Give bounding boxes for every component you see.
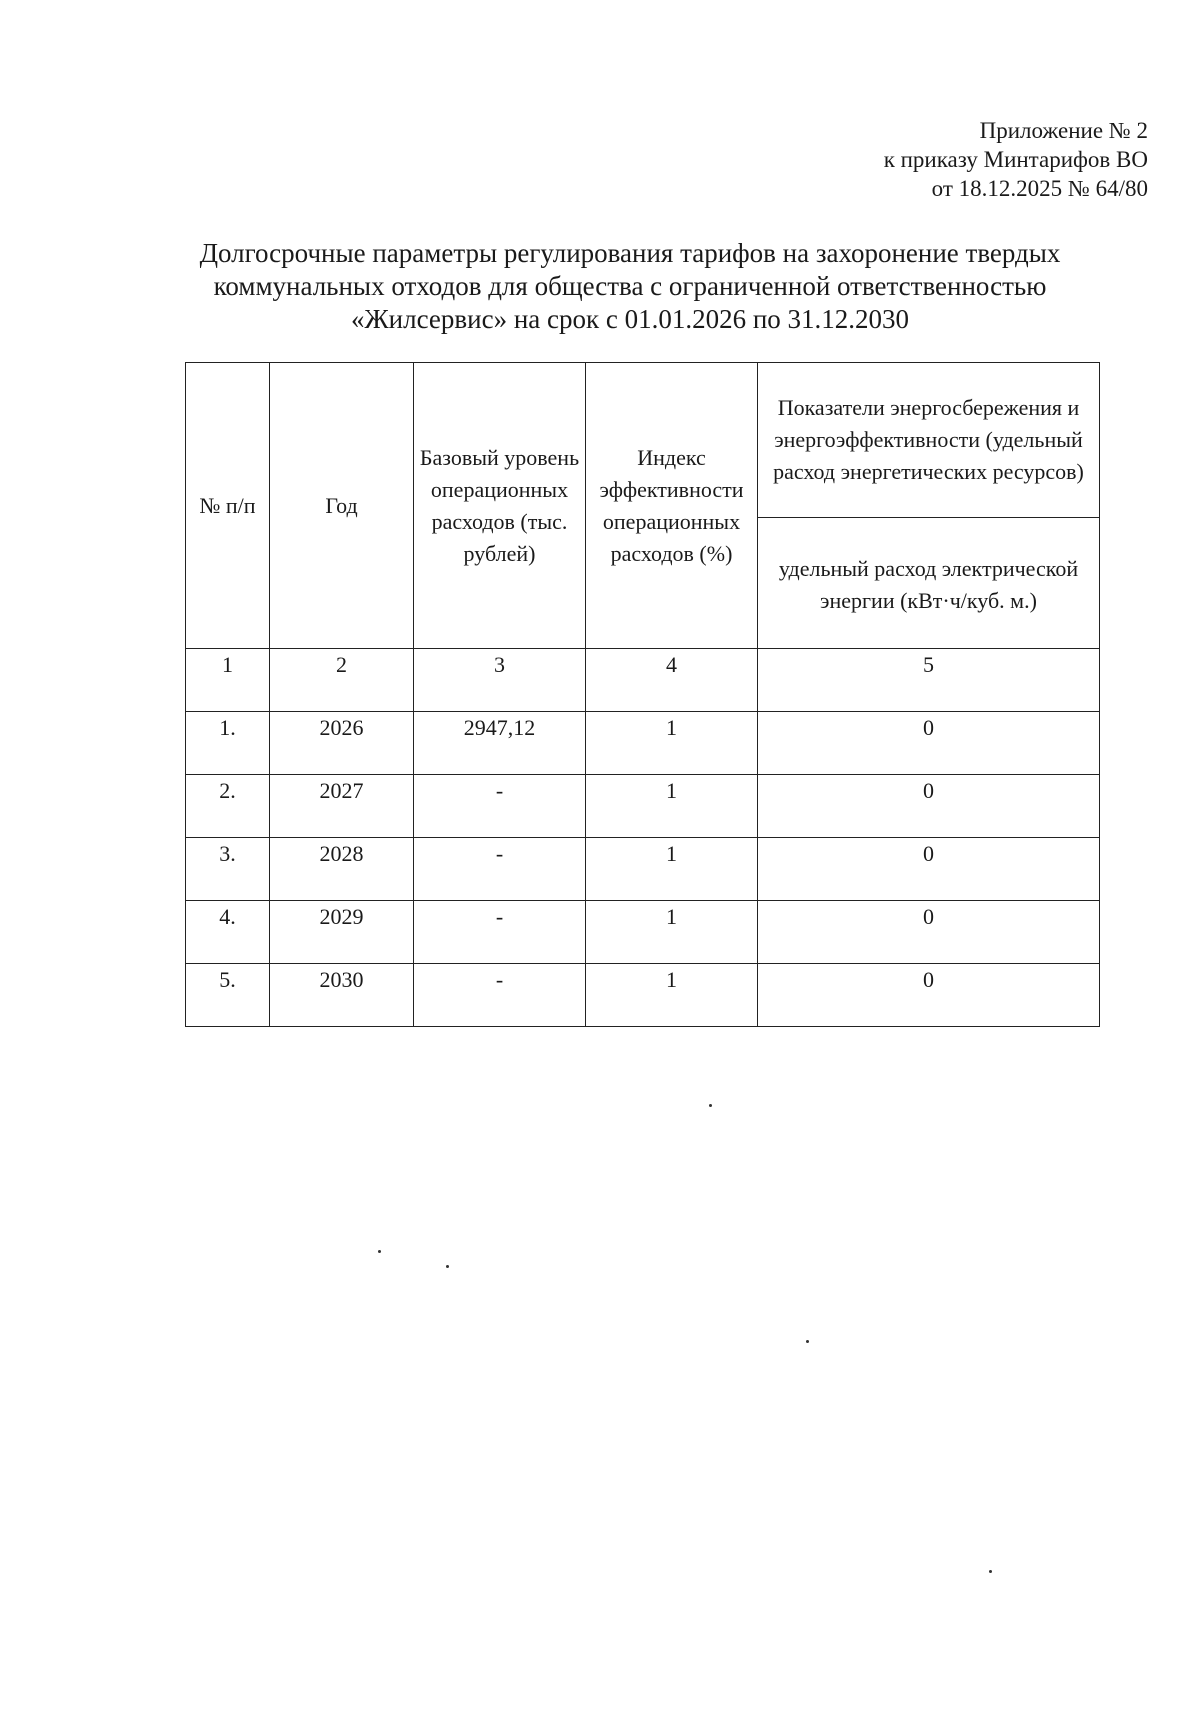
column-number: 4: [586, 649, 758, 712]
row-num: 4.: [186, 901, 270, 964]
row-base-level: 2947,12: [414, 712, 586, 775]
header-num: № п/п: [186, 363, 270, 649]
row-base-level: -: [414, 775, 586, 838]
column-number: 5: [758, 649, 1100, 712]
row-num: 3.: [186, 838, 270, 901]
document-title: [160, 237, 1100, 336]
column-number: 1: [186, 649, 270, 712]
row-base-level: -: [414, 901, 586, 964]
row-base-level: -: [414, 838, 586, 901]
row-year: 2030: [270, 964, 414, 1027]
table-row: [186, 838, 1100, 901]
title-line-3: «Жилсервис» на срок с 01.01.2026 по 31.12.2030: [350, 304, 910, 334]
row-efficiency-index: 1: [586, 901, 758, 964]
header-energy-sub: удельный расход электрической энергии (кВт·ч/куб. м.): [758, 518, 1100, 649]
title-line-2: коммунальных отходов для общества с ограниченной ответственностью: [213, 271, 1047, 301]
row-energy: 0: [758, 964, 1100, 1027]
parameters-table: [185, 362, 1100, 1027]
row-efficiency-index: 1: [586, 775, 758, 838]
row-base-level: -: [414, 964, 586, 1027]
header-energy-group: Показатели энергосбережения и энергоэффективности (удельный расход энергетических ресурсов): [758, 363, 1100, 518]
row-num: 5.: [186, 964, 270, 1027]
scan-speck: [989, 1570, 992, 1573]
row-year: 2029: [270, 901, 414, 964]
column-number: 2: [270, 649, 414, 712]
row-energy: 0: [758, 838, 1100, 901]
table-row: [186, 775, 1100, 838]
row-energy: 0: [758, 901, 1100, 964]
column-number: 3: [414, 649, 586, 712]
table-header-row: [186, 363, 1100, 518]
row-energy: 0: [758, 712, 1100, 775]
scan-speck: [378, 1250, 381, 1253]
row-year: 2028: [270, 838, 414, 901]
row-num: 1.: [186, 712, 270, 775]
table-row: [186, 964, 1100, 1027]
row-efficiency-index: 1: [586, 712, 758, 775]
appendix-number: Приложение № 2: [979, 118, 1148, 143]
header-base-level: Базовый уровень операционных расходов (тыс. рублей): [414, 363, 586, 649]
scan-speck: [709, 1104, 712, 1107]
appendix-header: [884, 116, 1148, 203]
row-year: 2027: [270, 775, 414, 838]
row-efficiency-index: 1: [586, 838, 758, 901]
title-line-1: Долгосрочные параметры регулирования тарифов на захоронение твердых: [199, 238, 1061, 268]
scan-speck: [446, 1265, 449, 1268]
row-efficiency-index: 1: [586, 964, 758, 1027]
appendix-order-date: от 18.12.2025 № 64/80: [931, 176, 1148, 201]
header-year: Год: [270, 363, 414, 649]
table-row: [186, 901, 1100, 964]
row-num: 2.: [186, 775, 270, 838]
header-efficiency-index: Индекс эффективности операционных расходов (%): [586, 363, 758, 649]
row-energy: 0: [758, 775, 1100, 838]
appendix-order-ref: к приказу Минтарифов ВО: [883, 147, 1148, 172]
scan-speck: [806, 1340, 809, 1343]
column-number-row: [186, 649, 1100, 712]
table-row: [186, 712, 1100, 775]
row-year: 2026: [270, 712, 414, 775]
